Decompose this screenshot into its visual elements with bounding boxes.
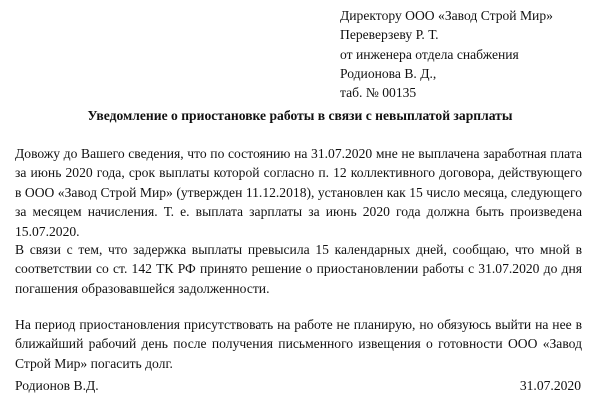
document-date: 31.07.2020 bbox=[519, 378, 581, 393]
document-title: Уведомление о приостановке работы в связи с невыплатой зарплаты bbox=[87, 108, 513, 123]
signature-name: Родионов В.Д. bbox=[15, 378, 99, 393]
sender-name: Родионова В. Д., bbox=[340, 65, 437, 81]
addressee-name: Переверзеву Р. Т. bbox=[340, 27, 439, 43]
paragraph-obligation: На период приостановления присутствовать на работе не планирую, но обязуюсь выйти на нее в ближайший рабочий день после получения письменного извещения о готовности ООО «Завод Строй Мир» погасить долг. bbox=[15, 317, 582, 371]
paragraph-decision: В связи с тем, что задержка выплаты превысила 15 календарных дней, сообщаю, что мной в соответствии со ст. 142 ТК РФ принято решение о приостановлении работы с 31.07.2020 до дня погашения образовавшейся задолженности. bbox=[15, 242, 582, 296]
addressee-director: Директору ООО «Завод Строй Мир» bbox=[340, 8, 553, 23]
sender-position: от инженера отдела снабжения bbox=[340, 46, 519, 62]
paragraph-notice: Довожу до Вашего сведения, что по состоянию на 31.07.2020 мне не выплачена заработная плата за июнь 2020 года, срок выплаты которой согласно п. 12 коллективного договора, действующего в ООО «Завод Строй Мир» (утвержден 11.12.2018), установлен как 15 число месяца, следующего за месяцем начисления. Т. е. выплата зарплаты за июнь 2020 года должна быть произведена 15.07.2020. bbox=[15, 146, 582, 239]
sender-tab-number: таб. № 00135 bbox=[340, 85, 417, 101]
addressee-block bbox=[340, 6, 590, 102]
